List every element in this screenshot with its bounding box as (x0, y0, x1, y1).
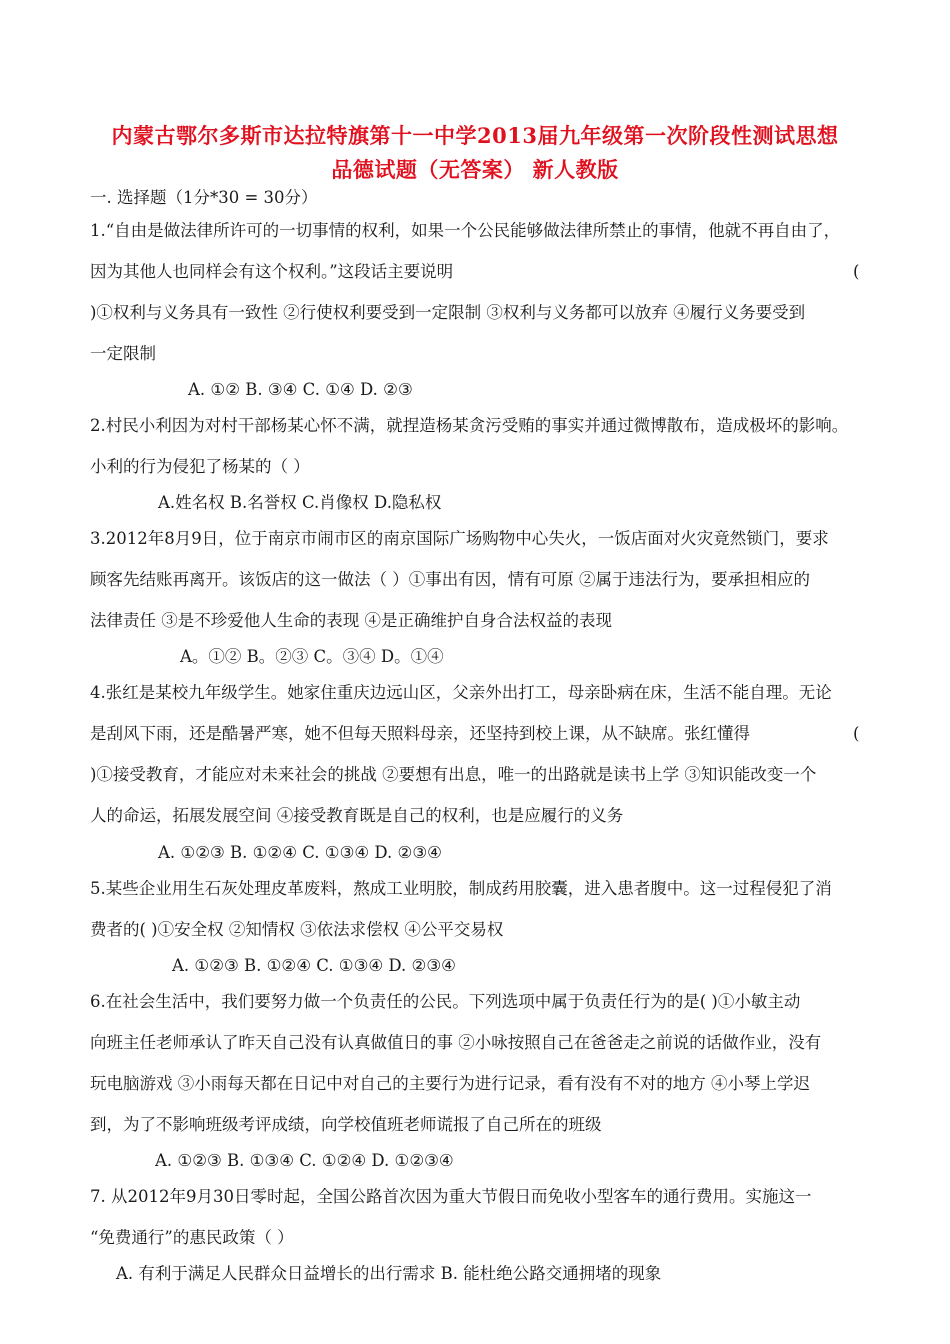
q4-paren: ( (853, 724, 860, 743)
q3-line2: 顾客先结账再离开。该饭店的这一做法（ ）①事出有因，情有可原 ②属于违法行为，要承担相应的 (90, 570, 810, 589)
q4-line1: 4.张红是某校九年级学生。她家住重庆边远山区，父亲外出打工，母亲卧病在床，生活不能自理。无论 (90, 683, 832, 702)
q4-line4: 人的命运，拓展发展空间 ④接受教育既是自己的权利，也是应履行的义务 (90, 806, 624, 825)
q5-line2: 费者的( )①安全权 ②知情权 ③依法求偿权 ④公平交易权 (90, 920, 504, 939)
q7-line1: 7. 从2012年9月30日零时起，全国公路首次因为重大节假日而免收小型客车的通行费用。实施这一 (90, 1187, 812, 1206)
document-title-line2: 品德试题（无答案） 新人教版 (331, 157, 619, 182)
q3-line3: 法律责任 ③是不珍爱他人生命的表现 ④是正确维护自身合法权益的表现 (90, 611, 612, 630)
q1-line2: 因为其他人也同样会有这个权利。”这段话主要说明 (90, 262, 454, 281)
q4-line2: 是刮风下雨，还是酷暑严寒，她不但每天照料母亲，还坚持到校上课，从不缺席。张红懂得 (90, 724, 750, 743)
q7-line2: “免费通行”的惠民政策（ ） (90, 1228, 294, 1247)
q1-paren: ( (853, 262, 860, 281)
q6-line2: 向班主任老师承认了昨天自己没有认真做值日的事 ②小咏按照自己在爸爸走之前说的话做作业，没有 (90, 1033, 822, 1052)
q6-options: A. ①②③ B. ①③④ C. ①②④ D. ①②③④ (155, 1151, 454, 1170)
q3-line1: 3.2012年8月9日，位于南京市闹市区的南京国际广场购物中心失火，一饭店面对火灾竟然锁门，要求 (90, 529, 829, 548)
document-title-line1: 内蒙古鄂尔多斯市达拉特旗第十一中学2013届九年级第一次阶段性测试思想 (111, 123, 839, 148)
q2-line2: 小利的行为侵犯了杨某的（ ） (90, 457, 310, 476)
q1-line4: 一定限制 (90, 344, 156, 363)
q5-line1: 5.某些企业用生石灰处理皮革废料，熬成工业明胶，制成药用胶囊，进入患者腹中。这一过程侵犯了消 (90, 879, 832, 898)
q1-line3: )①权利与义务具有一致性 ②行使权利要受到一定限制 ③权利与义务都可以放弃 ④履行义务要受到 (90, 303, 806, 322)
q1-options: A. ①② B. ③④ C. ①④ D. ②③ (188, 380, 413, 399)
q3-options: A。①② B。②③ C。③④ D。①④ (180, 647, 444, 666)
q7-options-line: A. 有利于满足人民群众日益增长的出行需求 B. 能杜绝公路交通拥堵的现象 (116, 1264, 662, 1283)
q5-options: A. ①②③ B. ①②④ C. ①③④ D. ②③④ (172, 956, 456, 975)
q6-line3: 玩电脑游戏 ③小雨每天都在日记中对自己的主要行为进行记录，看有没有不对的地方 ④小琴上学迟 (90, 1074, 810, 1093)
q1-line1: 1.“自由是做法律所许可的一切事情的权利，如果一个公民能够做法律所禁止的事情，他就不再自由了， (90, 221, 841, 240)
q6-line1: 6.在社会生活中，我们要努力做一个负责任的公民。下列选项中属于负责任行为的是( )①小敏主动 (90, 992, 801, 1011)
q4-line3: )①接受教育，才能应对未来社会的挑战 ②要想有出息，唯一的出路就是读书上学 ③知识能改变一个 (90, 765, 817, 784)
q4-options: A. ①②③ B. ①②④ C. ①③④ D. ②③④ (158, 843, 442, 862)
section-heading: 一. 选择题（1分*30 = 30分） (90, 188, 318, 207)
q2-options: A.姓名权 B.名誉权 C.肖像权 D.隐私权 (158, 493, 442, 512)
q6-line4: 到，为了不影响班级考评成绩，向学校值班老师谎报了自己所在的班级 (90, 1115, 602, 1134)
q2-line1: 2.村民小利因为对村干部杨某心怀不满，就捏造杨某贪污受贿的事实并通过微博散布，造成极坏的影响。 (90, 416, 849, 435)
